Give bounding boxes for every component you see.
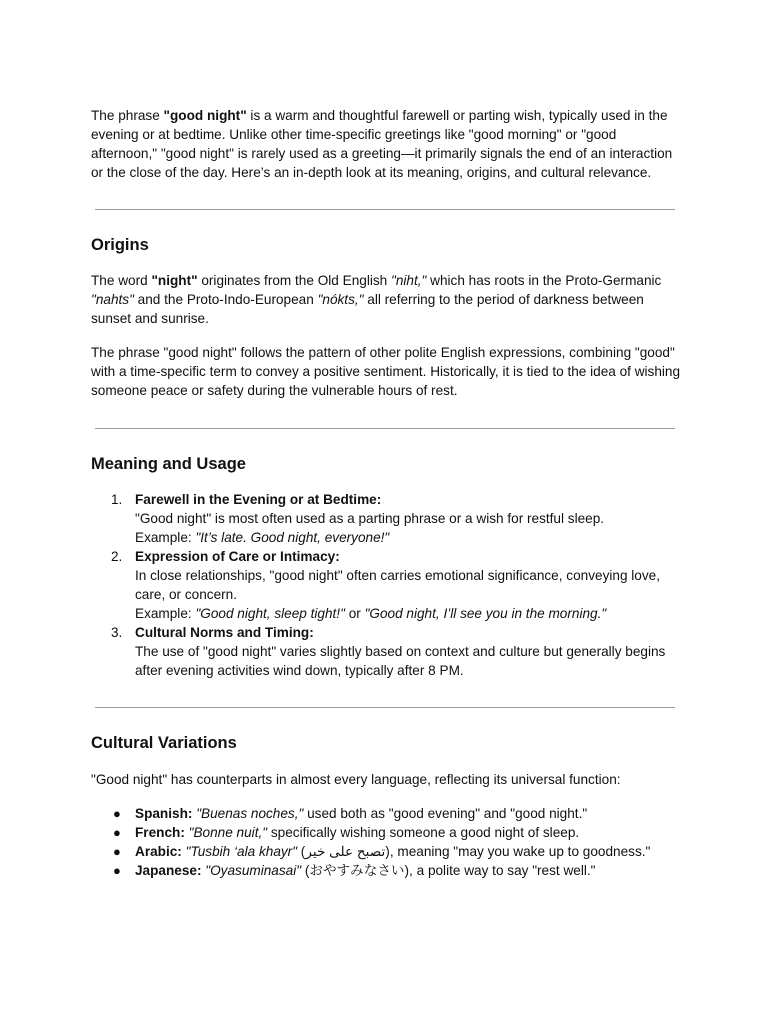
origins-term: "night" [151, 273, 198, 288]
origins-heading: Origins [91, 236, 149, 254]
language-phrase: "Bonne nuit," [188, 825, 268, 840]
origins-etymon: "nókts," [317, 292, 364, 307]
list-item [91, 547, 681, 623]
example-label: Example: [135, 606, 196, 621]
origins-paragraph-2: The phrase "good night" follows the pattern of other polite English expressions, combining "good" with a time-specific term to convey a positive sentiment. Historically, it is tied to the idea of wishing someone peace or safety during the vulnerable hours of rest. [91, 345, 681, 398]
origins-text: all referring to the period of darkness between sunset and sunrise. [91, 292, 644, 326]
list-item-text: The use of "good night" varies slightly based on context and culture but generally begins after evening activities wind down, typically after 8 PM. [135, 644, 666, 678]
cultural-list [91, 804, 681, 880]
list-item [91, 623, 681, 680]
example-connector: or [344, 606, 365, 621]
intro-text-1: The phrase [91, 108, 164, 123]
language-phrase: "Tusbih ‘ala khayr" [185, 844, 298, 859]
list-item-title: Expression of Care or Intimacy: [135, 549, 340, 564]
origins-etymon: "niht," [391, 273, 427, 288]
bullet-icon: ● [113, 825, 121, 840]
bullet-icon: ● [113, 863, 121, 878]
language-name: Arabic: [135, 844, 182, 859]
document-body [91, 106, 681, 880]
origins-text: originates from the Old English [197, 273, 391, 288]
origins-text: The word [91, 273, 152, 288]
example-quote: "It’s late. Good night, everyone!" [195, 530, 390, 545]
language-description: used both as "good evening" and "good night." [303, 806, 588, 821]
intro-paragraph [91, 106, 681, 182]
intro-text-2: is a warm and thoughtful farewell or parting wish, typically used in the evening or at bedtime. Unlike other time-specific greetings like "good morning" or "good afternoon," "good night" is rarely used as a greeting—it primarily signals the end of an interaction or the close of the day. Here’s an in-depth look at its meaning, origins, and cultural relevance. [91, 108, 673, 180]
cultural-intro: "Good night" has counterparts in almost every language, reflecting its universal function: [91, 772, 621, 787]
example-quote: "Good night, sleep tight!" [195, 606, 345, 621]
language-name: French: [135, 825, 185, 840]
language-name: Japanese: [135, 863, 202, 878]
section-divider [95, 707, 675, 708]
language-description: specifically wishing someone a good night of sleep. [267, 825, 580, 840]
intro-term: "good night" [163, 108, 247, 123]
list-number: 3. [111, 625, 123, 640]
language-description: (تصبح على خير), meaning "may you wake up to goodness." [297, 844, 651, 859]
meaning-list [91, 490, 681, 680]
bullet-icon: ● [113, 844, 121, 859]
list-item-title: Cultural Norms and Timing: [135, 625, 314, 640]
origins-etymon: "nahts" [91, 292, 134, 307]
list-item [91, 861, 681, 880]
section-divider [95, 428, 675, 429]
language-phrase: "Oyasuminasai" [205, 863, 302, 878]
list-item [91, 804, 681, 823]
example-label: Example: [135, 530, 196, 545]
list-item-title: Farewell in the Evening or at Bedtime: [135, 492, 382, 507]
list-item [91, 823, 681, 842]
list-number: 2. [111, 549, 123, 564]
origins-text: which has roots in the Proto-Germanic [426, 273, 662, 288]
list-item-example [135, 604, 681, 623]
origins-paragraph-1 [91, 271, 681, 328]
cultural-heading: Cultural Variations [91, 734, 237, 752]
list-item [91, 490, 681, 547]
meaning-heading: Meaning and Usage [91, 455, 246, 473]
list-item-text: "Good night" is most often used as a parting phrase or a wish for restful sleep. [135, 511, 605, 526]
section-divider [95, 209, 675, 210]
language-description: (おやすみなさい), a polite way to say "rest well." [301, 863, 596, 878]
list-item-example [135, 528, 681, 547]
origins-text: and the Proto-Indo-European [133, 292, 318, 307]
list-number: 1. [111, 492, 123, 507]
language-name: Spanish: [135, 806, 193, 821]
bullet-icon: ● [113, 806, 121, 821]
language-phrase: "Buenas noches," [196, 806, 304, 821]
list-item-text: In close relationships, "good night" often carries emotional significance, conveying love, care, or concern. [135, 568, 660, 602]
list-item [91, 842, 681, 861]
example-quote: "Good night, I’ll see you in the morning." [364, 606, 607, 621]
